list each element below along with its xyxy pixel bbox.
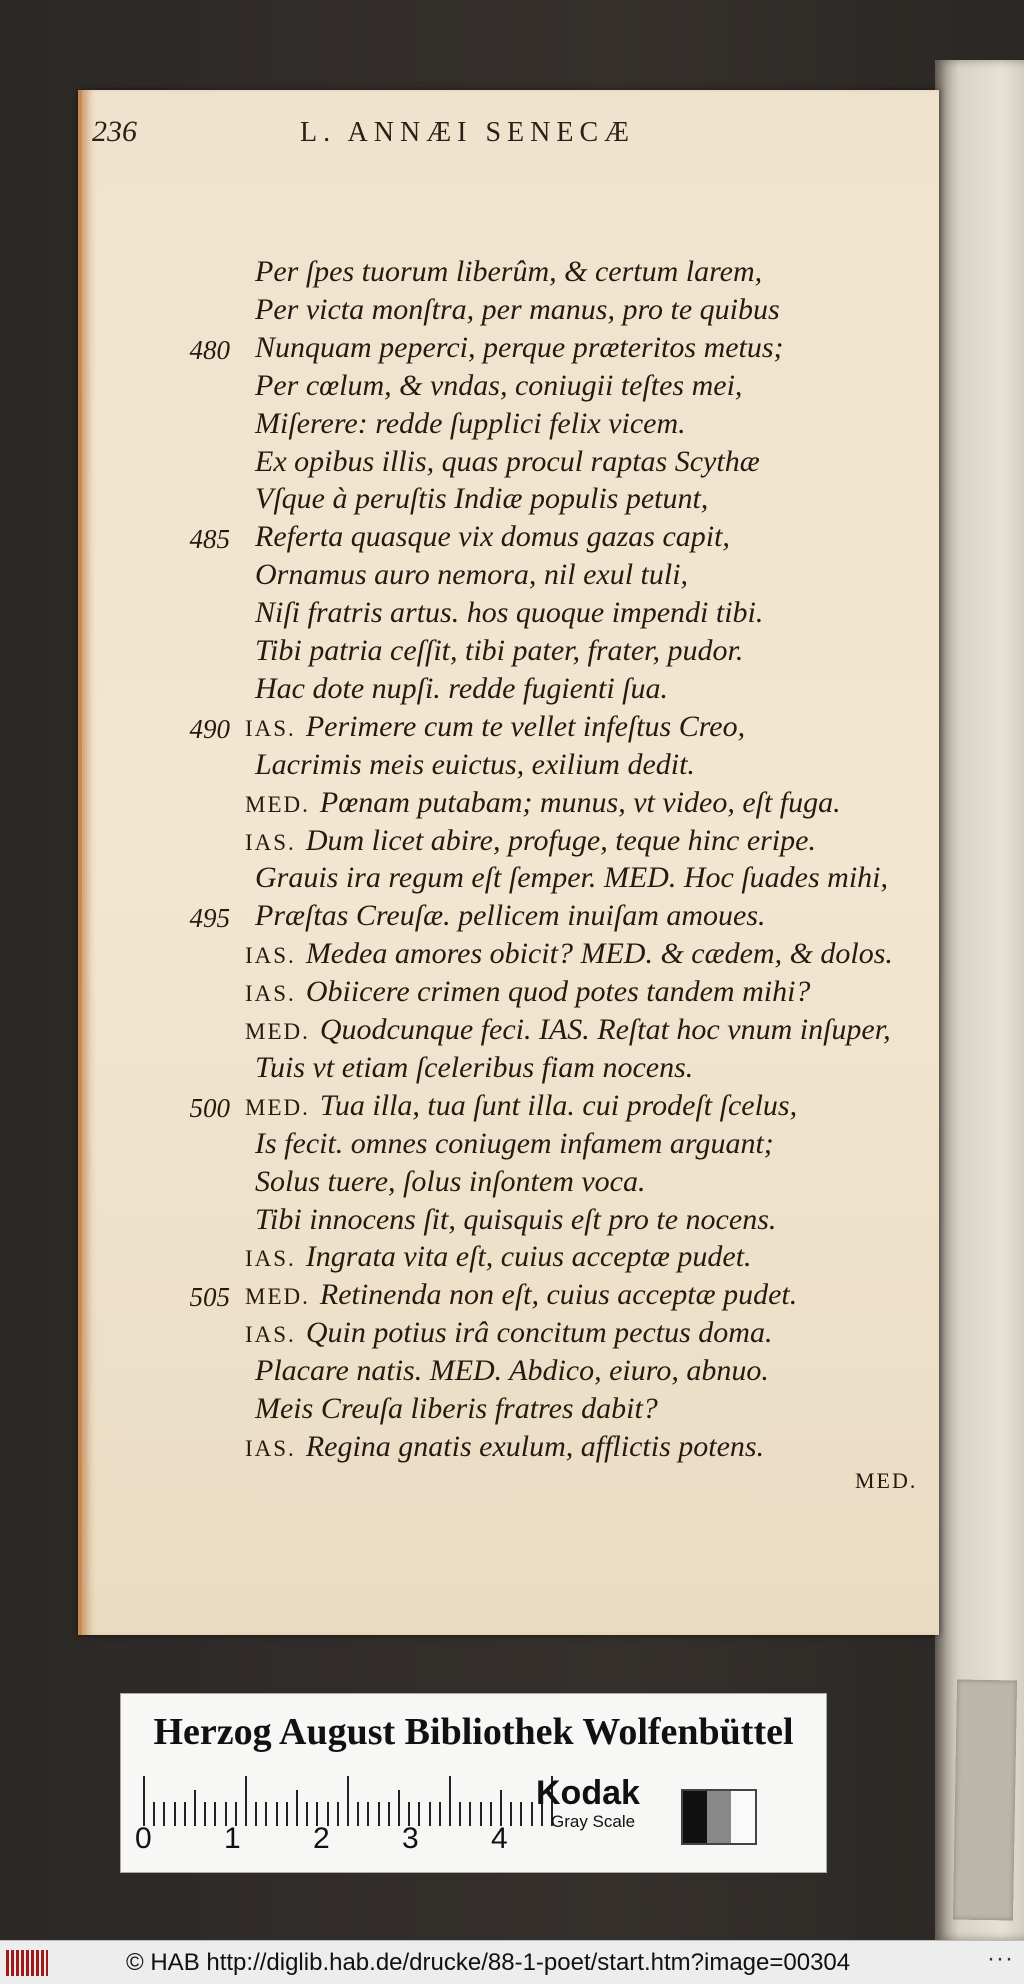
- verse-text-wrap: [245, 1430, 764, 1464]
- verse-text: Meis Creuſa liberis fratres dabit?: [255, 1392, 658, 1425]
- verse-line: [0, 407, 1024, 445]
- verse-text: Retinenda non eſt, cuius acceptæ pudet.: [319, 1278, 798, 1312]
- verse-text-wrap: [245, 1165, 646, 1199]
- verse-text: Pœnam putabam; munus, vt video, eſt fuga.: [319, 785, 841, 819]
- ruler-tick: [367, 1802, 369, 1826]
- swatch-black: [683, 1791, 707, 1843]
- verse-text: Tibi innocens ſit, quisquis eſt pro te nocens.: [255, 1202, 777, 1236]
- gray-swatches: [681, 1789, 757, 1845]
- verse-text: Miſerere: redde ſupplici felix vicem.: [255, 406, 686, 440]
- verse-text: Per ſpes tuorum liberûm, & certum larem,: [255, 255, 763, 288]
- verse-text-wrap: [245, 672, 668, 706]
- verse-text-wrap: [245, 520, 730, 554]
- verse-text: Niſi fratris artus. hos quoque impendi tibi.: [255, 596, 764, 630]
- verse-line: [0, 899, 1024, 937]
- verse-text-wrap: [245, 293, 780, 327]
- verse-line: [0, 520, 1024, 558]
- verse-text: Vſque à peruſtis Indiæ populis petunt,: [255, 482, 709, 516]
- verse-text-wrap: [245, 1013, 891, 1047]
- verse-line: [0, 1203, 1024, 1241]
- ruler-tick: [347, 1776, 349, 1826]
- ruler-tick: [459, 1802, 461, 1826]
- verse-text: Tuis vt etiam ſceleribus fiam nocens.: [255, 1050, 694, 1084]
- speaker-label: IAS.: [245, 829, 296, 855]
- verse-line: [0, 255, 1024, 293]
- ruler-tick: [214, 1802, 216, 1826]
- ruler-tick: [153, 1802, 155, 1826]
- verse-text-wrap: [245, 1354, 769, 1388]
- ruler-number: 4: [491, 1822, 508, 1855]
- verse-line: [0, 824, 1024, 862]
- verse-text-wrap: [245, 937, 893, 971]
- verse-text-wrap: [245, 331, 784, 365]
- verse-text: Is fecit. omnes coniugem infamem arguant;: [255, 1126, 774, 1160]
- verse-line: [0, 331, 1024, 369]
- ruler-tick: [143, 1776, 145, 1826]
- verse-text-wrap: [245, 824, 816, 858]
- ruler-tick: [163, 1802, 165, 1826]
- more-options-icon[interactable]: ···: [987, 1945, 1014, 1972]
- ruler-tick: [245, 1776, 247, 1826]
- verse-text: Lacrimis meis euictus, exilium dedit.: [255, 747, 695, 781]
- verse-line: [0, 1354, 1024, 1392]
- ruler-tick: [337, 1802, 339, 1826]
- verse-text: Nunquam peperci, perque præteritos metus;: [255, 330, 784, 364]
- verse-text: Obiicere crimen quod potes tandem mihi?: [305, 975, 811, 1009]
- verse-text: Per cœlum, & vndas, coniugii teſtes mei,: [255, 368, 743, 402]
- ruler-tick: [194, 1790, 196, 1826]
- verse-text: Tua illa, tua ſunt illa. cui prodeſt ſcelus,: [319, 1088, 798, 1122]
- verse-text: Quin potius irâ concitum pectus doma.: [305, 1316, 773, 1350]
- ruler-tick: [378, 1802, 380, 1826]
- library-name: Herzog August Bibliothek Wolfenbüttel: [153, 1711, 794, 1753]
- verse-text: Medea amores obicit? MED. & cædem, & dolos.: [305, 937, 893, 971]
- ruler-tick: [286, 1802, 288, 1826]
- hab-logo-icon: [6, 1950, 48, 1976]
- page-number: 236: [92, 115, 137, 148]
- verse-line: [0, 1240, 1024, 1278]
- verse-text-wrap: [245, 1392, 658, 1426]
- verse-text-wrap: [245, 710, 745, 744]
- verse-line: [0, 1127, 1024, 1165]
- ruler-tick: [255, 1802, 257, 1826]
- verse-line: [0, 975, 1024, 1013]
- verse-line: [0, 445, 1024, 483]
- kodak-logo: Kodak: [536, 1774, 640, 1812]
- verse-text-wrap: [245, 1316, 772, 1350]
- verse-text-wrap: [245, 445, 760, 479]
- speaker-label: IAS.: [245, 1435, 296, 1461]
- verse-text-wrap: [245, 1051, 693, 1085]
- verse-text: Placare natis. MED. Abdico, eiuro, abnuo.: [255, 1354, 769, 1388]
- ruler-number: 3: [402, 1822, 419, 1855]
- ruler-tick: [520, 1802, 522, 1826]
- verse-text: Dum licet abire, profuge, teque hinc eripe.: [305, 823, 816, 857]
- verse-line: [0, 786, 1024, 824]
- running-head-title: L. ANNÆI SENECÆ: [300, 117, 636, 148]
- verse-text: Præſtas Creuſæ. pellicem inuiſam amoues.: [255, 899, 766, 933]
- ruler-tick: [276, 1802, 278, 1826]
- verse-text: Solus tuere, ſolus inſontem voca.: [255, 1164, 646, 1198]
- swatch-white: [731, 1791, 755, 1843]
- line-number: 485: [189, 524, 230, 555]
- ruler-number: 2: [313, 1822, 330, 1855]
- viewer-footer: [0, 1940, 1024, 1984]
- ruler-tick: [306, 1802, 308, 1826]
- verse-line: [0, 1316, 1024, 1354]
- verse-text-wrap: [245, 1203, 776, 1237]
- verse-text-wrap: [245, 369, 742, 403]
- speaker-label: MED.: [245, 1019, 310, 1044]
- verse-line: [0, 634, 1024, 672]
- verse-line: [0, 748, 1024, 786]
- catchword: MED.: [855, 1468, 918, 1493]
- verse-line: [0, 672, 1024, 710]
- ruler-tick: [480, 1802, 482, 1826]
- facing-page-label: [953, 1679, 1017, 1920]
- verse-text: Grauis ira regum eſt ſemper. MED. Hoc ſuades mihi,: [255, 861, 888, 895]
- verse-text: Quodcunque feci. IAS. Reſtat hoc vnum inſuper,: [319, 1013, 891, 1046]
- verse-line: [0, 861, 1024, 899]
- ruler-tick: [469, 1802, 471, 1826]
- speaker-label: IAS.: [245, 943, 296, 969]
- line-number: 490: [189, 713, 230, 744]
- verse-text-wrap: [245, 558, 688, 592]
- verse-line: [0, 482, 1024, 520]
- verse-line: [0, 937, 1024, 975]
- verse-text-wrap: [245, 1278, 797, 1312]
- verse-line: [0, 1430, 1024, 1468]
- ruler-tick: [184, 1802, 186, 1826]
- verse-line: [0, 1392, 1024, 1430]
- verse-text-wrap: [245, 786, 841, 820]
- swatch-gray: [707, 1791, 731, 1843]
- speaker-label: MED.: [245, 1094, 310, 1120]
- ruler-tick: [265, 1802, 267, 1826]
- line-number: 500: [189, 1092, 230, 1123]
- verse-text-wrap: [245, 1240, 752, 1274]
- color-target-card: [120, 1693, 827, 1873]
- verse-text: Per victa monſtra, per manus, pro te quibus: [255, 292, 780, 326]
- speaker-label: MED.: [245, 1284, 310, 1310]
- verse-line: [0, 1278, 1024, 1316]
- speaker-label: IAS.: [245, 1322, 296, 1348]
- verse-text-wrap: [245, 407, 686, 441]
- ruler-tick: [418, 1802, 420, 1826]
- verse-text-wrap: [245, 596, 763, 630]
- verse-text-wrap: [245, 255, 762, 289]
- verse-text-wrap: [245, 748, 695, 782]
- verse-line: [0, 1089, 1024, 1127]
- verse-line: [0, 710, 1024, 748]
- ruler-number: 1: [224, 1822, 241, 1855]
- speaker-label: IAS.: [245, 1246, 296, 1272]
- verse-line: [0, 369, 1024, 407]
- verse-text-wrap: [245, 482, 708, 516]
- verse-text: Regina gnatis exulum, afflictis potens.: [305, 1429, 765, 1463]
- verse-text: Tibi patria ceſſit, tibi pater, frater, pudor.: [255, 634, 744, 667]
- line-number: 480: [189, 334, 230, 365]
- verse-line: [0, 1013, 1024, 1051]
- ruler-tick: [510, 1802, 512, 1826]
- line-number: 495: [189, 903, 230, 934]
- ruler-tick: [357, 1802, 359, 1826]
- gray-scale-label: Gray Scale: [551, 1812, 636, 1831]
- ruler-tick: [388, 1802, 390, 1826]
- ruler-tick: [449, 1776, 451, 1826]
- ruler-tick: [439, 1802, 441, 1826]
- line-number: 505: [189, 1282, 230, 1313]
- verse-line: [0, 558, 1024, 596]
- verse-text-wrap: [245, 975, 810, 1009]
- verse-line: [0, 1051, 1024, 1089]
- copyright-url[interactable]: © HAB http://diglib.hab.de/drucke/88-1-poet/start.htm?image=00304: [126, 1949, 851, 1976]
- ruler-tick: [500, 1790, 502, 1826]
- speaker-label: IAS.: [245, 715, 296, 741]
- verse-text: Ex opibus illis, quas procul raptas Scythæ: [255, 444, 760, 478]
- ruler-tick: [174, 1802, 176, 1826]
- verse-text-wrap: [245, 861, 888, 895]
- verse-text: Ingrata vita eſt, cuius acceptæ pudet.: [305, 1240, 752, 1274]
- ruler-tick: [204, 1802, 206, 1826]
- verse-text-wrap: [245, 1089, 797, 1123]
- ruler-tick: [398, 1790, 400, 1826]
- verse-text-wrap: [245, 634, 743, 668]
- ruler-number: 0: [135, 1822, 152, 1855]
- verse-line: [0, 293, 1024, 331]
- verse-text: Hac dote nupſi. redde fugienti ſua.: [255, 671, 668, 705]
- ruler-tick: [531, 1802, 533, 1826]
- verse-text-wrap: [245, 1127, 774, 1161]
- verse-text: Referta quasque vix domus gazas capit,: [255, 520, 730, 554]
- speaker-label: MED.: [245, 791, 310, 817]
- ruler-tick: [429, 1802, 431, 1826]
- verse-text-wrap: [245, 899, 766, 933]
- verse-text: Ornamus auro nemora, nil exul tuli,: [255, 558, 689, 592]
- verse-text: Perimere cum te vellet infeſtus Creo,: [305, 709, 746, 743]
- ruler-tick: [296, 1790, 298, 1826]
- verse-line: [0, 1165, 1024, 1203]
- speaker-label: IAS.: [245, 981, 296, 1007]
- verse-line: [0, 596, 1024, 634]
